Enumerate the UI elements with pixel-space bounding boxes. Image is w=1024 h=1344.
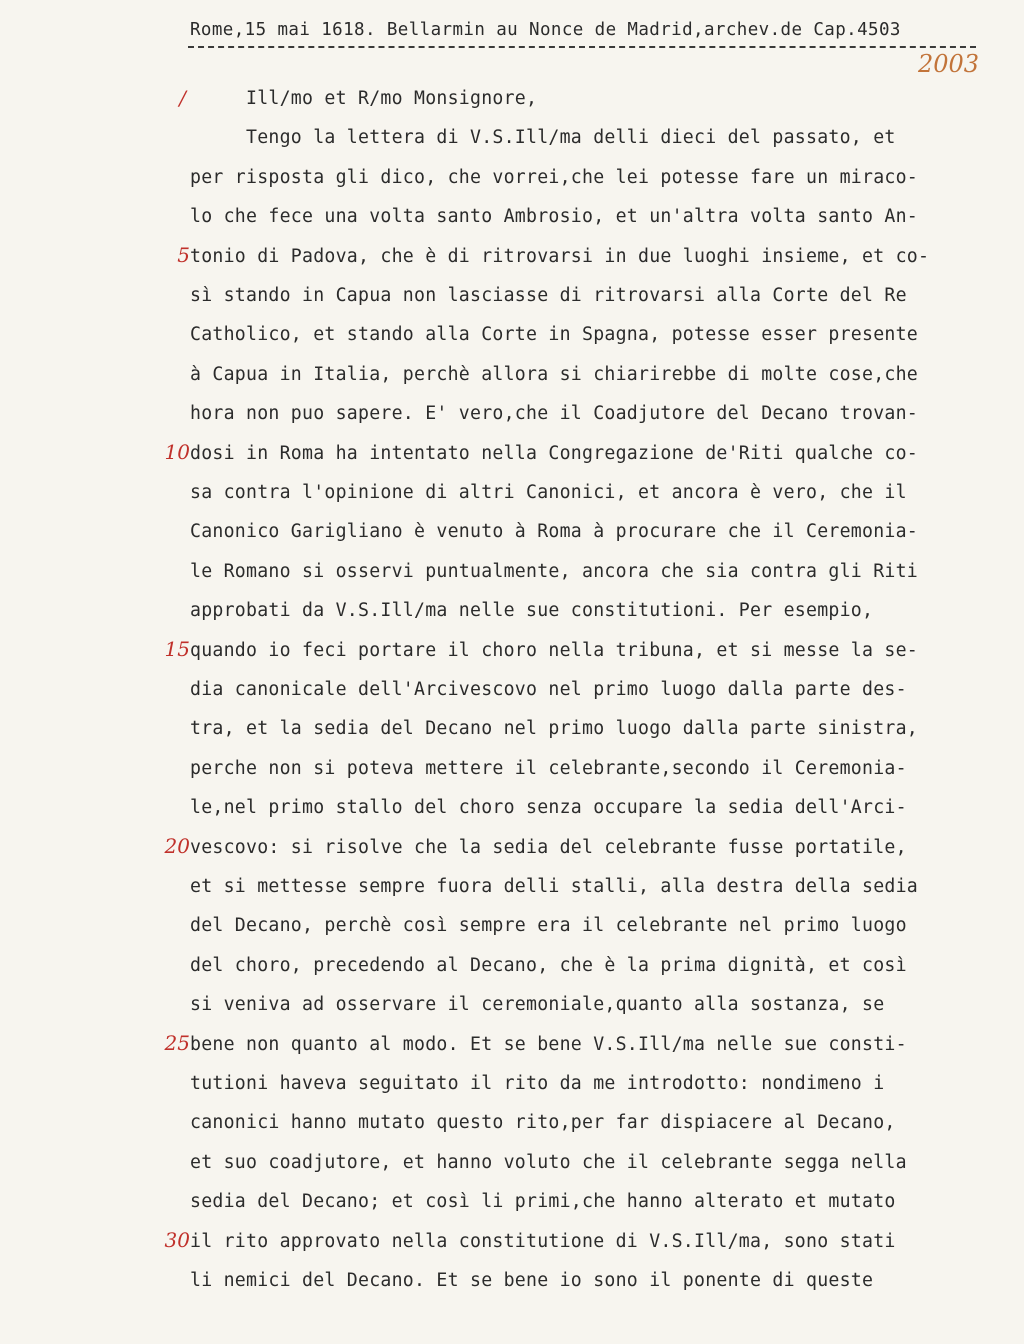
text-line: Canonico Garigliano è venuto à Roma à procurare che il Ceremonia-	[190, 521, 918, 543]
handwritten-number: 2003	[918, 50, 980, 78]
text-line: tutioni haveva seguitato il rito da me introdotto: nondimeno i	[190, 1073, 885, 1094]
text-line: et si mettesse sempre fuora delli stalli, alla destra della sedia	[190, 876, 918, 897]
page-number: 4503	[857, 20, 901, 40]
header-divider	[188, 46, 976, 48]
text-line: del choro, precedendo al Decano, che è la prima dignità, et così	[190, 954, 907, 976]
margin-line-number: 5	[177, 243, 190, 267]
text-line: Catholico, et stando alla Corte in Spagna, potesse esser presente	[190, 324, 918, 346]
text-line: dia canonicale dell'Arcivescovo nel primo luogo dalla parte des-	[190, 679, 907, 700]
margin-line-number: 30	[164, 1228, 190, 1252]
text-line: canonici hanno mutato questo rito,per far dispiacere al Decano,	[190, 1112, 896, 1134]
text-line: per risposta gli dico, che vorrei,che lei potesse fare un miraco-	[190, 166, 918, 188]
text-line: Ill/mo et R/mo Monsignore,	[190, 88, 538, 109]
text-line: il rito approvato nella constitutione di V.S.Ill/ma, sono stati	[190, 1230, 896, 1252]
text-line: sedia del Decano; et così li primi,che hanno alterato et mutato	[190, 1191, 896, 1213]
header-text: Rome,15 mai 1618. Bellarmin au Nonce de Madrid,archev.de Cap.	[190, 20, 858, 40]
text-line: sì stando in Capua non lasciasse di ritrovarsi alla Corte del Re	[190, 285, 907, 306]
margin-line-number: 10	[164, 440, 190, 464]
text-line: hora non puo sapere. E' vero,che il Coadjutore del Decano trovan-	[190, 403, 918, 425]
text-line: si veniva ad osservare il ceremoniale,quanto alla sostanza, se	[190, 994, 885, 1016]
text-line: le,nel primo stallo del choro senza occupare la sedia dell'Arci-	[190, 797, 907, 819]
text-line: del Decano, perchè così sempre era il celebrante nel primo luogo	[190, 915, 907, 937]
text-line: lo che fece una volta santo Ambrosio, et un'altra volta santo An-	[190, 206, 918, 228]
text-line: bene non quanto al modo. Et se bene V.S.Ill/ma nelle sue consti-	[190, 1033, 907, 1055]
text-line: tonio di Padova, che è di ritrovarsi in due luoghi insieme, et co-	[190, 245, 930, 267]
text-line: le Romano si osservi puntualmente, ancora che sia contra gli Riti	[190, 560, 918, 582]
margin-line-number: 15	[164, 637, 190, 661]
text-line: dosi in Roma ha intentato nella Congregazione de'Riti qualche co-	[190, 442, 918, 464]
text-line: sa contra l'opinione di altri Canonici, et ancora è vero, che il	[190, 482, 907, 503]
margin-line-number: 20	[164, 834, 190, 858]
margin-line-number: 25	[164, 1031, 190, 1055]
text-line: li nemici del Decano. Et se bene io sono il ponente di queste	[190, 1270, 874, 1291]
text-line: approbati da V.S.Ill/ma nelle sue constitutioni. Per esempio,	[190, 600, 874, 622]
text-line: quando io feci portare il choro nella tribuna, et si messe la se-	[190, 639, 918, 661]
text-line: et suo coadjutore, et hanno voluto che il celebrante segga nella	[190, 1151, 907, 1173]
text-line: perche non si poteva mettere il celebrante,secondo il Ceremonia-	[190, 757, 907, 779]
text-line: à Capua in Italia, perchè allora si chiarirebbe di molte cose,che	[190, 363, 918, 385]
text-line: Tengo la lettera di V.S.Ill/ma delli dieci del passato, et	[190, 127, 896, 149]
text-line: tra, et la sedia del Decano nel primo luogo dalla parte sinistra,	[190, 718, 918, 740]
document-header	[190, 20, 990, 40]
text-line: vescovo: si risolve che la sedia del celebrante fusse portatile,	[190, 836, 907, 858]
margin-line-number: /	[179, 86, 186, 110]
